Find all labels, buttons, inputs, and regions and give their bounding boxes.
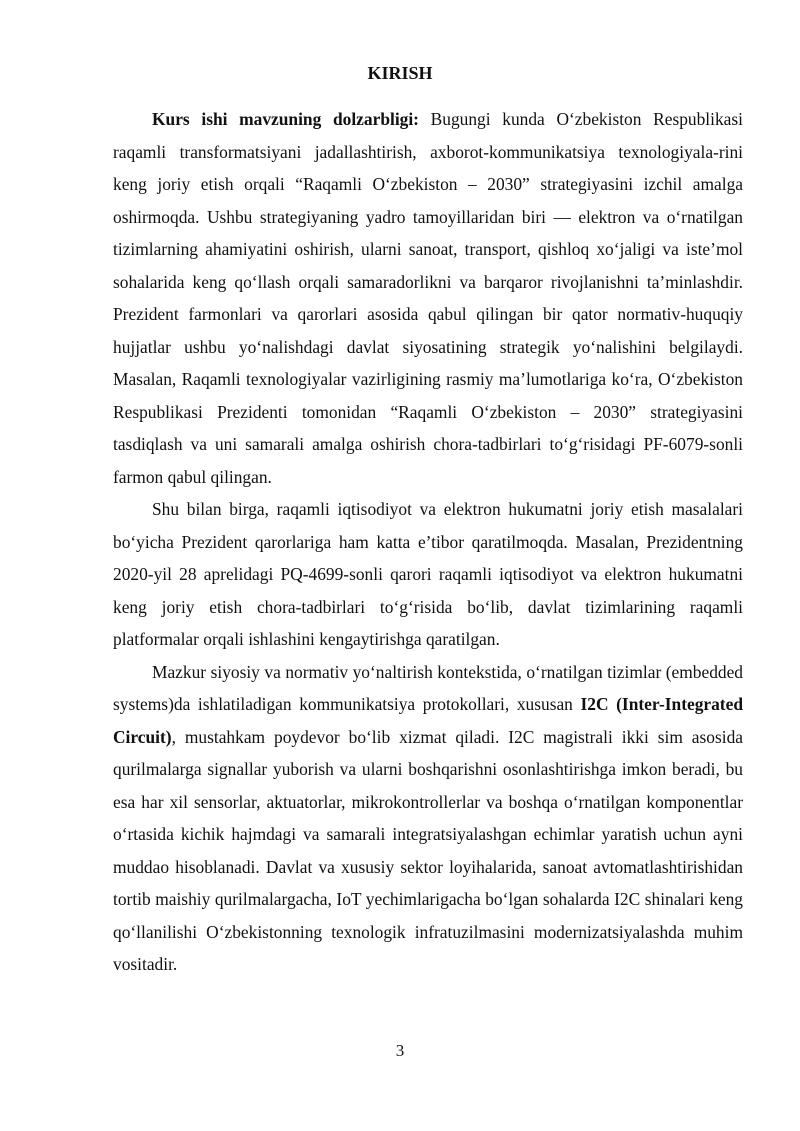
paragraph-relevance (113, 103, 743, 493)
page-number: 3 (395, 1041, 405, 1060)
i2c-bold-term: I2C (Inter-Integrated Circuit) (113, 694, 743, 747)
relevance-text: Bugungi kunda O‘zbekiston Respublikasi raqamli transformatsiyani jadallashtirish, axborot-kommunikatsiya texnologiyala-rini keng joriy etish orqali “Raqamli O‘zbekiston – 2030” strategiyasini izchil amalga oshirmoqda. Ushbu strategiyaning yadro tamoyillaridan biri — elektron va o‘rnatilgan tizimlarning ahamiyatini oshirish, ularni sanoat, transport, qishloq xo‘jaligi va iste’mol sohalarida keng qo‘llash orqali samaradorlikni va barqaror rivojlanishni ta’minlashdir. Prezident farmonlari va qarorlari asosida qabul qilingan bir qator normativ-huquqiy hujjatlar ushbu yo‘nalishdagi davlat siyosatining strategik yo‘nalishini belgilaydi. Masalan, Raqamli texnologiyalar vazirligining rasmiy ma’lumotlariga ko‘ra, O‘zbekiston Respublikasi Prezidenti tomonidan “Raqamli O‘zbekiston – 2030” strategiyasini tasdiqlash va uni samarali amalga oshirish chora-tadbirlari to‘g‘risidagi PF-6079-sonli farmon qabul qilingan. (113, 109, 743, 487)
digital-economy-text: Shu bilan birga, raqamli iqtisodiyot va elektron hukumatni joriy etish masalalari bo‘yicha Prezident qarorlariga ham katta e’tibor qaratilmoqda. Masalan, Prezidentning 2020-yil 28 aprelidagi PQ-4699-sonli qarori raqamli iqtisodiyot va elektron hukumatni keng joriy etish chora-tadbirlari to‘g‘risida bo‘lib, davlat tizimlarining raqamli platformalar orqali ishlashini kengaytirishga qaratilgan. (113, 499, 743, 649)
i2c-text-after: , mustahkam poydevor bo‘lib xizmat qiladi. I2C magistrali ikki sim asosida qurilmalarga signallar yuborish va ularni boshqarishni osonlashtirishga imkon beradi, bu esa har xil sensorlar, aktuatorlar, mikrokontrollerlar va boshqa o‘rnatilgan komponentlar o‘rtasida kichik hajmdagi va samarali integratsiyalashgan echimlar yaratish uchun ayni muddao hisoblanadi. Davlat va xususiy sektor loyihalarida, sanoat avtomatlashtirishidan tortib maishiy qurilmalargacha, IoT yechimlarigacha bo‘lgan sohalarda I2C shinalari keng qo‘llanilishi O‘zbekistonning texnologik infratuzilmasini modernizatsiyalashda muhim vositadir. (113, 726, 743, 974)
relevance-lead: Kurs ishi mavzuning dolzarbligi: (152, 109, 419, 129)
paragraph-digital-economy (113, 493, 743, 656)
i2c-text-before: Mazkur siyosiy va normativ yo‘naltirish kontekstida, o‘rnatilgan tizimlar (embedded systems)da ishlatiladigan kommunikatsiya protokollari, xususan (113, 661, 743, 714)
section-title: KIRISH (367, 63, 433, 83)
paragraph-i2c (113, 656, 743, 981)
document-body (113, 103, 743, 981)
